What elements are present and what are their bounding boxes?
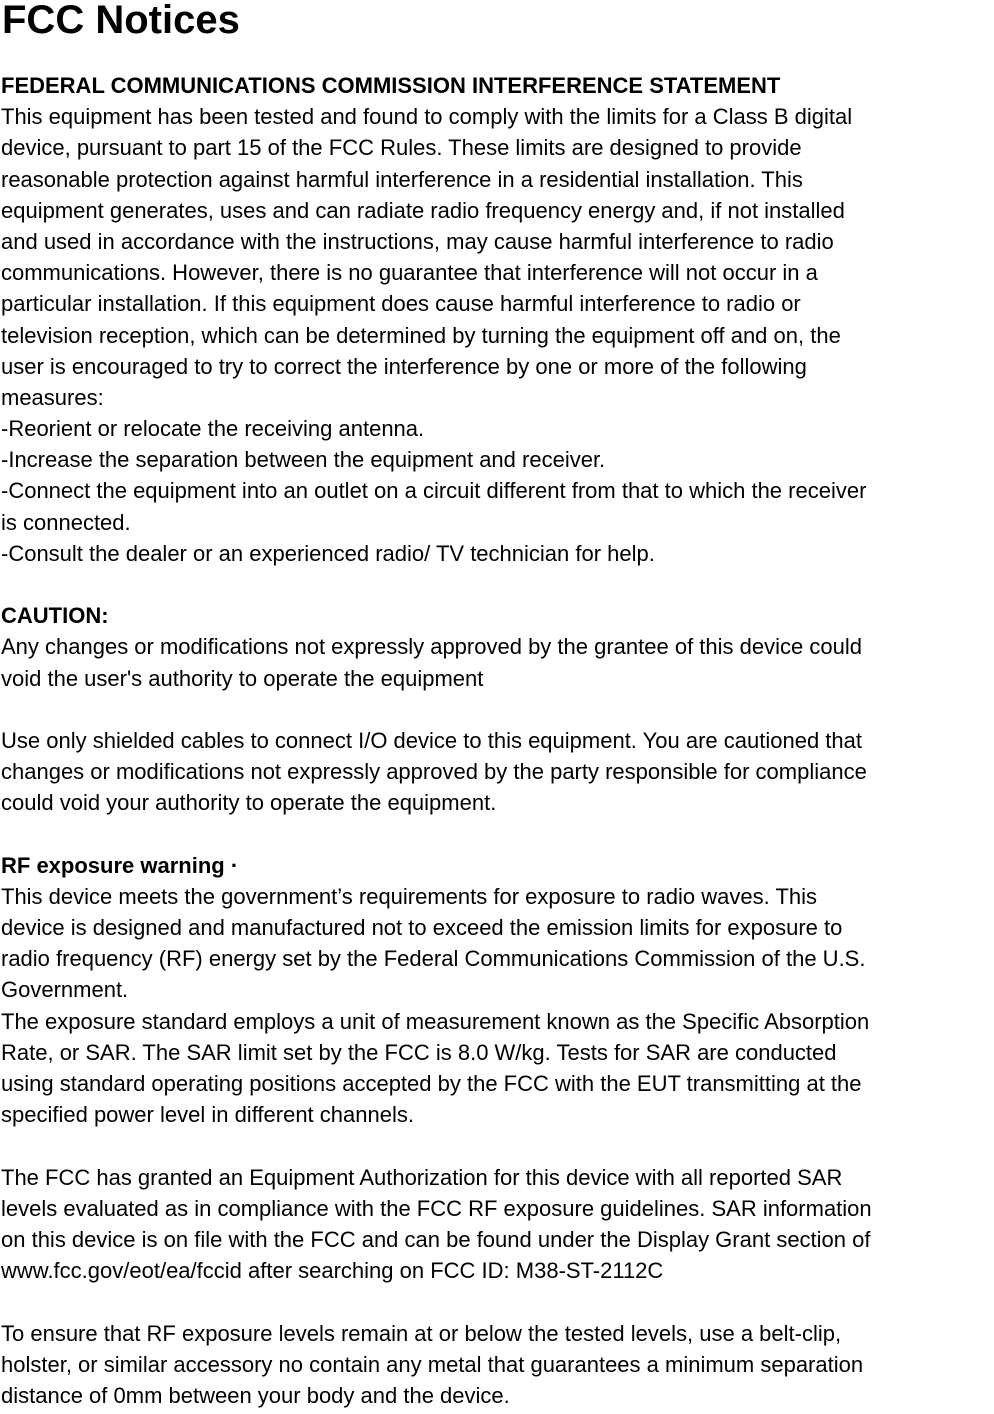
paragraph-line: This equipment has been tested and found to comply with the limits for a Class B digital <box>1 104 853 130</box>
paragraph-line: on this device is on file with the FCC and can be found under the Display Grant section of <box>1 1226 871 1252</box>
paragraph-line: The FCC has granted an Equipment Authorization for this device with all reported SAR <box>1 1164 843 1190</box>
paragraph-line: changes or modifications not expressly approved by the party responsible for compliance <box>1 759 867 785</box>
section <box>1 70 994 600</box>
paragraph-line: Use only shielded cables to connect I/O device to this equipment. You are cautioned that <box>1 727 862 753</box>
paragraph-line: and used in accordance with the instructions, may cause harmful interference to radio <box>1 228 834 254</box>
paragraph-line: equipment generates, uses and can radiate radio frequency energy and, if not installed <box>1 197 845 223</box>
paragraph-line: device, pursuant to part 15 of the FCC Rules. These limits are designed to provide <box>1 135 802 161</box>
paragraph-line: measures: <box>1 384 104 410</box>
section-heading: CAUTION: <box>1 603 109 629</box>
paragraph-line: reasonable protection against harmful interference in a residential installation. This <box>1 166 803 192</box>
paragraph-line: communications. However, there is no guarantee that interference will not occur in a <box>1 260 818 286</box>
paragraph-line: void the user's authority to operate the equipment <box>1 665 484 691</box>
blank-line <box>1 1130 994 1161</box>
paragraph-line: distance of 0mm between your body and the device. <box>1 1382 510 1408</box>
paragraph-line: Government. <box>1 977 129 1003</box>
paragraph-line: particular installation. If this equipment does cause harmful interference to radio or <box>1 291 801 317</box>
paragraph-line: radio frequency (RF) energy set by the Federal Communications Commission of the U.S. <box>1 946 866 972</box>
blank-line <box>1 694 994 725</box>
blank-line <box>1 819 994 850</box>
paragraph-line: holster, or similar accessory no contain any metal that guarantees a minimum separation <box>1 1351 864 1377</box>
paragraph-line: device is designed and manufactured not to exceed the emission limits for exposure to <box>1 915 843 941</box>
paragraph-line: Any changes or modifications not expressly approved by the grantee of this device could <box>1 634 862 660</box>
paragraph-line: -Connect the equipment into an outlet on a circuit different from that to which the receiver <box>1 478 867 504</box>
page-title: FCC Notices <box>2 0 240 42</box>
section-heading: RF exposure warning · <box>1 852 239 878</box>
paragraph-line: specified power level in different channels. <box>1 1102 414 1128</box>
paragraph-line: www.fcc.gov/eot/ea/fccid after searching on FCC ID: M38-ST-2112C <box>1 1258 664 1284</box>
section-heading: FEDERAL COMMUNICATIONS COMMISSION INTERFERENCE STATEMENT <box>1 73 781 98</box>
paragraph-line: user is encouraged to try to correct the interference by one or more of the following <box>1 353 807 379</box>
paragraph-line: television reception, which can be determined by turning the equipment off and on, the <box>1 322 841 348</box>
paragraph-line: using standard operating positions accepted by the FCC with the EUT transmitting at the <box>1 1071 862 1096</box>
paragraph-line: is connected. <box>1 509 131 535</box>
section <box>1 850 994 1411</box>
paragraph-line: -Increase the separation between the equipment and receiver. <box>1 447 606 473</box>
paragraph-line: The exposure standard employs a unit of measurement known as the Specific Absorption <box>1 1008 870 1034</box>
paragraph-line: could void your authority to operate the equipment. <box>1 790 497 816</box>
paragraph-line: -Consult the dealer or an experienced radio/ TV technician for help. <box>1 540 655 566</box>
paragraph-line: -Reorient or relocate the receiving antenna. <box>1 416 425 442</box>
paragraph-line: Rate, or SAR. The SAR limit set by the FCC is 8.0 W/kg. Tests for SAR are conducted <box>1 1039 837 1065</box>
paragraph-line: To ensure that RF exposure levels remain at or below the tested levels, use a belt-clip, <box>1 1320 842 1346</box>
paragraph-line: levels evaluated as in compliance with the FCC RF exposure guidelines. SAR information <box>1 1195 872 1221</box>
paragraph-line: This device meets the government’s requirements for exposure to radio waves. This <box>1 883 818 909</box>
blank-line <box>1 1286 994 1317</box>
section <box>1 600 994 850</box>
document-body <box>1 70 994 1411</box>
blank-line <box>1 569 994 600</box>
